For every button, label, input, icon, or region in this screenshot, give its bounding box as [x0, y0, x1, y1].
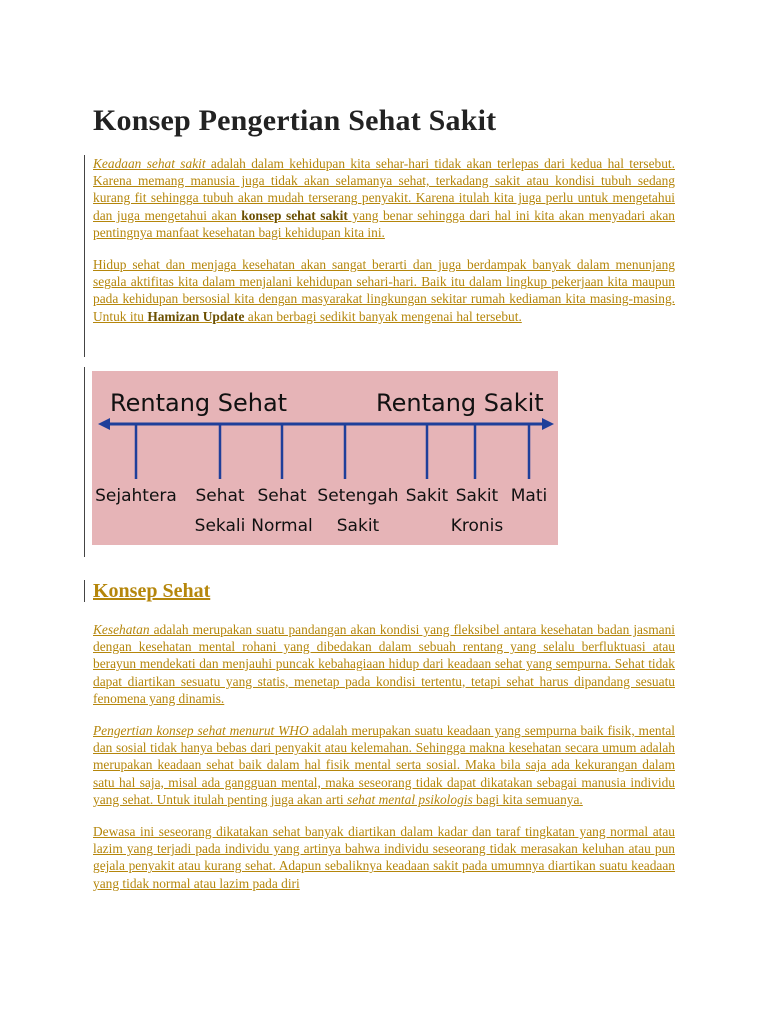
brand-hamizan-update[interactable]: Hamizan Update — [147, 308, 245, 324]
stop-label-secondary: Kronis — [450, 516, 504, 536]
section-heading[interactable]: Konsep Sehat — [93, 580, 211, 602]
intro-block — [93, 155, 675, 325]
section-lead-italic[interactable]: Kesehatan — [93, 622, 150, 637]
section-paragraph-1[interactable]: Kesehatan adalah merupakan suatu pandangan akan kondisi yang fleksibel antara kesehatan badan jasmani dengan kesehatan mental rohani yang dibedakan dalam sebuah rentang yang selalu berfluktuasi atau berayun mendekati dan menjauhi puncak kebahagiaan hidup dari keadaan sehat yang sempurna. Sehat tidak dapat diartikan sesuatu yang statis, menetap pada kondisi tertentu, tetapi sehat harus dipandang sesuatu fenomena yang dinamis. — [93, 622, 675, 706]
section-block — [93, 621, 675, 892]
stop-label: Setengah — [317, 486, 399, 506]
health-continuum-diagram — [92, 371, 558, 545]
heading-bar — [84, 580, 85, 602]
right-heading: Rentang Sakit — [376, 389, 544, 417]
page-title: Konsep Pengertian Sehat Sakit — [93, 104, 497, 137]
mental-health-italic[interactable]: sehat mental psikologis — [346, 791, 473, 807]
section-paragraph-3[interactable]: Dewasa ini seseorang dikatakan sehat banyak diartikan dalam kadar dan taraf tingkatan yang normal atau lazim yang terjadi pada individu yang artinya bahwa individu seseorang tidak merasakan keluhan atau pun gejala penyakit atau kurang sehat. Adapun sebaliknya keadaan sakit pada umumnya diartikan suatu keadaan yang tidak normal atau lazim pada diri — [93, 824, 675, 891]
image-bar — [84, 367, 85, 557]
stop-label-secondary: Sekali — [194, 516, 246, 536]
stop-label: Mati — [510, 486, 548, 506]
stops-group — [95, 424, 547, 536]
continuum-svg — [92, 371, 558, 545]
keyword-konsep-sehat-sakit[interactable]: konsep sehat sakit — [241, 207, 348, 223]
quote-bar — [84, 155, 85, 357]
section-paragraph-2[interactable]: Pengertian konsep sehat menurut WHO adalah merupakan suatu keadaan yang sempurna baik fisik, mental dan sosial tidak hanya bebas dari penyakit atau kelemahan. Sehingga makna kesehatan secara umum adalah merupakan keadaan sehat baik dalam hal fisik mental serta sosial. Maka bila saja ada kekurangan dalam satu hal saja, misal ada gangguan mental, maka seseorang tidak dapat dikatakan sebagai manusia individu yang sehat. Untuk itulah penting juga akan arti sehat mental psikologis bagi kita semuanya. — [93, 723, 675, 807]
who-definition-italic[interactable]: Pengertian konsep sehat menurut WHO — [93, 723, 309, 739]
stop-label: Sejahtera — [95, 486, 177, 506]
stop-label-secondary: Normal — [251, 516, 313, 536]
stop-label: Sehat — [257, 486, 307, 506]
left-heading: Rentang Sehat — [110, 389, 288, 417]
intro-paragraph-1[interactable]: Keadaan sehat sakit adalah dalam kehidupan kita sehar-hari tidak akan terlepas dari kedua hal tersebut. Karena memang manusia juga tidak akan selamanya sehat, terkadang sakit atau kondisi tubuh sedang kurang fit sehingga tubuh akan mudah terserang penyakit. Karena itulah kita juga perlu untuk mengetahui dan juga mengetahui akan konsep sehat sakit yang benar sehingga dari hal ini kita akan menyadari akan pentingnya manfaat kesehatan bagi kehidupan kita ini. — [93, 156, 676, 240]
arrow-right-icon — [542, 418, 554, 430]
intro-lead-italic[interactable]: Keadaan sehat sakit — [93, 156, 206, 171]
intro-paragraph-2[interactable]: Hidup sehat dan menjaga kesehatan akan sangat berarti dan juga berdampak banyak dalam menunjang segala aktifitas kita dalam menjalani kehidupan sehari-hari. Baik itu dalam lingkup pekerjaan kita maupun pada kehidupan bersosial kita dengan masyarakat lingkungan sekitar rumah kediaman kita masing-masing. Untuk itu Hamizan Update akan berbagi sedikit banyak mengenai hal tersebut. — [93, 257, 675, 324]
arrow-left-icon — [98, 418, 110, 430]
stop-label: Sehat — [195, 486, 245, 506]
stop-label: Sakit — [455, 486, 499, 506]
stop-label: Sakit — [405, 486, 449, 506]
stop-label-secondary: Sakit — [336, 516, 380, 536]
